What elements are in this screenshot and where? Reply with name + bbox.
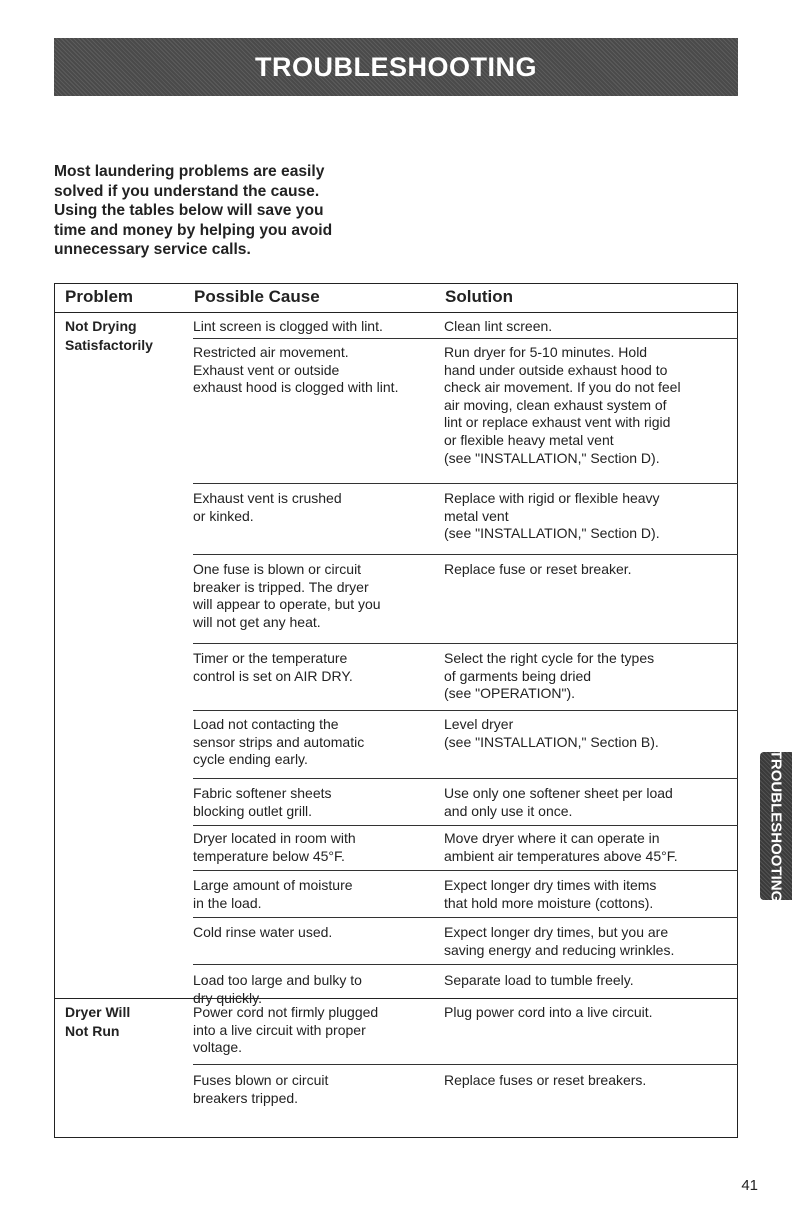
solution-cell: Use only one softener sheet per load and only use it once. — [444, 785, 673, 819]
cause-cell: Load too large and bulky to dry quickly. — [193, 972, 362, 1006]
cause-cell: Exhaust vent is crushed or kinked. — [193, 490, 342, 524]
solution-cell: Move dryer where it can operate in ambient air temperatures above 45°F. — [444, 830, 678, 864]
table-row — [193, 785, 738, 826]
problem-dryer-will-not-run: Dryer Will Not Run — [65, 1004, 131, 1039]
problem-not-drying: Not Drying Satisfactorily — [65, 318, 153, 353]
solution-cell: Replace with rigid or flexible heavy metal vent (see "INSTALLATION," Section D). — [444, 490, 660, 542]
cause-cell: Power cord not firmly plugged into a live circuit with proper voltage. — [193, 1004, 379, 1056]
header-divider — [55, 312, 737, 313]
table-row — [193, 344, 738, 484]
group-divider — [55, 998, 737, 999]
cause-cell: Dryer located in room with temperature below 45°F. — [193, 830, 356, 864]
cause-cell: Fuses blown or circuit breakers tripped. — [193, 1072, 329, 1106]
intro-line: Using the tables below will save you — [54, 202, 324, 220]
table-row — [193, 1004, 738, 1065]
cause-cell: Lint screen is clogged with lint. — [193, 318, 383, 334]
table-row — [193, 972, 738, 1006]
side-tab-label: TROUBLESHOOTING — [767, 749, 785, 903]
cause-cell: Restricted air movement. Exhaust vent or outside exhaust hood is clogged with lint. — [193, 344, 399, 396]
intro-line: Most laundering problems are easily — [54, 163, 325, 180]
table-row — [193, 924, 738, 965]
solution-cell: Select the right cycle for the types of garments being dried (see "OPERATION"). — [444, 650, 655, 702]
cause-cell: Cold rinse water used. — [193, 924, 333, 940]
solution-cell: Clean lint screen. — [444, 318, 553, 334]
column-header-possible-cause: Possible Cause — [194, 287, 320, 306]
cause-cell: Load not contacting the sensor strips and automatic cycle ending early. — [193, 716, 365, 768]
table-row — [193, 716, 738, 779]
table-row — [193, 490, 738, 555]
solution-cell: Level dryer (see "INSTALLATION," Section B). — [444, 716, 659, 750]
table-row — [193, 877, 738, 918]
solution-cell: Plug power cord into a live circuit. — [444, 1004, 653, 1020]
intro-line: unnecessary service calls. — [54, 241, 251, 259]
page-number: 41 — [741, 1177, 758, 1194]
solution-cell: Separate load to tumble freely. — [444, 972, 634, 988]
page-header-banner — [54, 38, 738, 96]
table-row — [193, 1072, 738, 1112]
solution-cell: Run dryer for 5-10 minutes. Hold hand under outside exhaust hood to check air movement. If you do not feel air moving, clean exhaust system of lint or replace exhaust vent with rigid or flexible heavy metal vent (see "INSTALLATION," Section D). — [444, 344, 681, 466]
solution-cell: Expect longer dry times with items that hold more moisture (cottons). — [444, 877, 657, 911]
column-header-solution: Solution — [445, 287, 513, 306]
table-row — [193, 830, 738, 871]
intro-line: solved if you understand the cause. — [54, 182, 320, 200]
cause-cell: Timer or the temperature control is set on AIR DRY. — [193, 650, 353, 684]
intro-paragraph — [54, 162, 394, 260]
page-title: TROUBLESHOOTING — [255, 51, 537, 82]
table-row — [193, 561, 738, 644]
solution-cell: Replace fuse or reset breaker. — [444, 561, 632, 577]
column-header-problem: Problem — [65, 287, 134, 306]
cause-cell: One fuse is blown or circuit breaker is tripped. The dryer will appear to operate, but you will not get any heat. — [193, 561, 381, 630]
intro-line: time and money by helping you avoid — [54, 221, 333, 239]
solution-cell: Expect longer dry times, but you are saving energy and reducing wrinkles. — [444, 924, 675, 958]
cause-cell: Large amount of moisture in the load. — [193, 877, 353, 911]
table-row — [193, 318, 738, 339]
troubleshooting-table — [54, 283, 738, 1138]
solution-cell: Replace fuses or reset breakers. — [444, 1072, 647, 1088]
section-side-tab — [760, 749, 792, 903]
table-row — [193, 650, 738, 711]
cause-cell: Fabric softener sheets blocking outlet grill. — [193, 785, 332, 819]
